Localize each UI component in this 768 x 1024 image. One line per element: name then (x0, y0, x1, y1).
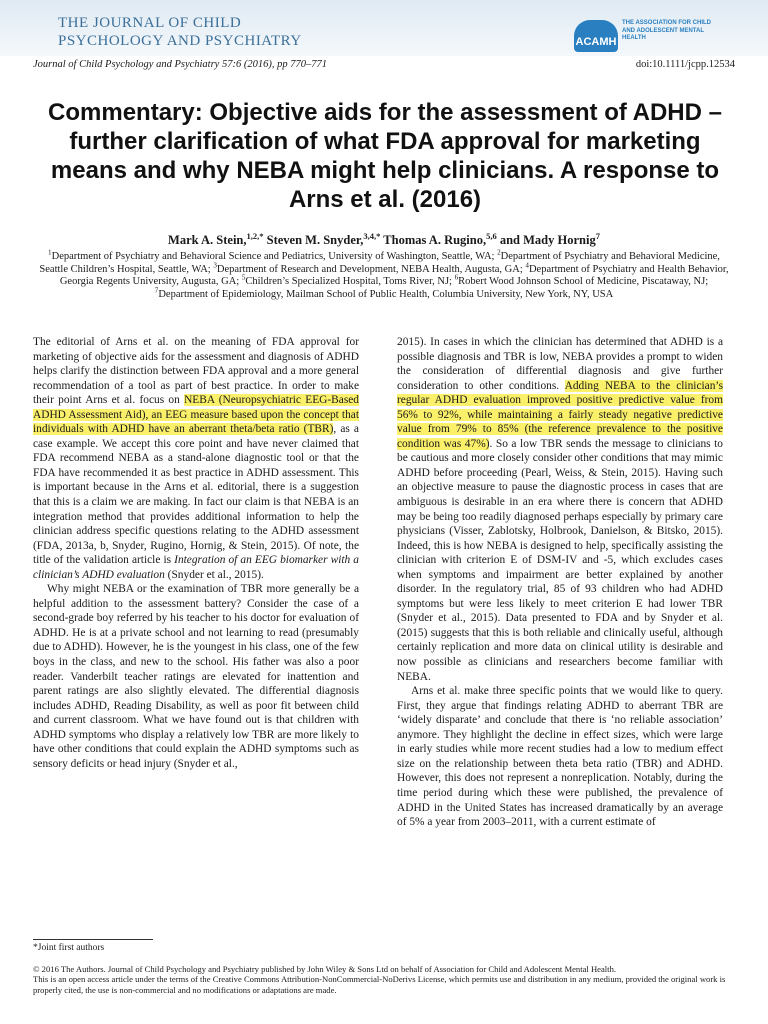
affiliation: Department of Psychiatry and Health Behavior, Georgia Regents University, Augusta, GA; (59, 263, 729, 287)
affiliation: Children’s Specialized Hospital, Toms River, NJ; (245, 276, 455, 287)
affil-sup: 2 (497, 248, 501, 257)
body-text: (Snyder et al., 2015). (164, 568, 264, 581)
affil-sup: 5 (241, 273, 246, 282)
body-paragraph: Arns et al. make three specific points that we would like to query. First, they argue that findings relating ADHD to aberrant TBR are ‘widely disparate’ and conclude that there is ‘no reliable association’ anymore. They highlight the decline in effect sizes, which were large in early studies while more recent studies had a low to medium effect size on the relationship between theta beta ratio (TBR) and ADHD. However, this does not represent a nonreplication. Notably, during the time period during which these were published, the prevalence of ADHD in the United States has increased dramatically by an average of 5% a year from 2003–2011, with a current estimate of (397, 685, 723, 829)
citation-line (33, 59, 735, 70)
affil-sup: 1 (48, 248, 52, 257)
affiliations (33, 248, 735, 301)
journal-citation: Journal of Child Psychology and Psychiatry 57:6 (2016), pp 770–771 (33, 59, 327, 70)
article-title-reference: Integration of an EEG biomarker with a clinician’s ADHD evaluation (33, 554, 359, 581)
footnote-divider (33, 939, 153, 940)
body-text: 2015). In cases in which the clinician has determined that ADHD is a possible diagnosis and TBR is low, NEBA provides a prompt to widen the consideration of differential diagnosis and give further consideration to other conditions. (397, 336, 723, 392)
affil-sup: 3 (213, 261, 217, 269)
journal-logo (58, 14, 302, 50)
body-text: . So a low TBR sends the message to clinicians to be cautious and more closely consider other conditions that may mimic ADHD before proceeding (Pearl, Weiss, & Stein, 2015). Having such an objective measure to pause the diagnostic process in cases that are ambiguous is desirable in an era where there is concern that ADHD may be being too readily diagnosed perhaps especially by primary care physicians (Visser, Zablotsky, Holbrook, Danielson, & Bitsko, 2015). Indeed, this is how NEBA is designed to help, specifically assisting the clinician with criterion E of DSM-IV and -5, which excludes cases when symptoms and impairment are better explained by another disorder. In the regulatory trial, 85 of 93 children who had ADHD symptoms but were less likely to meet criterion E had lower TBR (Snyder et al., 2015). Data presented to FDA and by Snyder et al. (2015) suggests that this is both reliable and clinically useful, although certainly replication and more data on clinical utility is desirable and now possible as clinicians and researchers become familiar with NEBA. (397, 437, 723, 683)
affiliation: Department of Research and Development, NEBA Health, Augusta, GA; (216, 263, 526, 275)
body-text: , as a case example. We accept this core point and have never claimed that FDA recommend NEBA as a stand-alone diagnostic tool or that the FDA have recommended it as best practice in ADHD assessment. This is important because in the Arns et al. editorial, there is a suggestion that this is a claim we are making. In fact our claim is that NEBA is an integration method that provides additional information to help the clinician address specific questions relating to the ADHD assessment (FDA, 2013a, b, Snyder, Rugino, Hornig, & Stein, 2015). Of note, the title of the validation article is (33, 423, 359, 567)
acamh-logo: ACAMH (574, 20, 618, 52)
highlighted-text[interactable]: Adding NEBA to the clinician’s regular ADHD evaluation improved positive predictive value from 56% to 92%, while maintaining a fairly steady negative predictive value from 79% to 85% (the reference prevalence to the positive condition was 47%) (397, 379, 724, 450)
journal-logo-line1: THE JOURNAL OF CHILD (58, 15, 242, 31)
affiliation: Department of Psychiatry and Behavioral Medicine, Seattle Children’s Hospital, Seattle, WA; (39, 251, 720, 275)
author-affil-sup: 3,4,* (363, 230, 381, 241)
footnote: *Joint first authors (33, 943, 105, 953)
author-affil-sup: 7 (595, 230, 600, 241)
body-paragraph (397, 335, 723, 684)
journal-logo-line2: PSYCHOLOGY AND PSYCHIATRY (58, 33, 302, 49)
affil-sup: 6 (454, 273, 459, 282)
body-column-right (397, 335, 723, 830)
author: Thomas A. Rugino, (380, 233, 487, 247)
author: and Mady Hornig (496, 233, 596, 247)
body-text: The editorial of Arns et al. on the meaning of FDA approval for marketing of objective aids for the assessment and diagnosis of ADHD helps clarify the distinction between FDA approval and a more general recommendation of a tool as part of best practice. In order to make their point Arns et al. focus on (33, 336, 359, 407)
body-paragraph: Why might NEBA or the examination of TBR more generally be a helpful addition to the assessment battery? Consider the case of a second-grade boy referred by his teacher to his doctor for evaluation of ADHD. He is at a private school and not learning to read (presumably due to ADHD). However, he is the youngest in his class, one of the few boys in the class, and new to the school. His father was also a poor reader. Vanderbilt teacher ratings are elevated for inattention and parent ratings are also slightly elevated. The differential diagnosis includes ADHD, Reading Disability, as well as poor fit between child and current classroom. What we have found out is that children with ADHD symptoms who display a relatively low TBR are more likely to have other conditions that could explain the ADHD symptoms such as sensory deficits or head injury (Snyder et al., (33, 583, 359, 770)
open-access-line: This is an open access article under the terms of the Creative Commons Attribution-NonCommercial-NoDerivs License, which permits use and distribution in any medium, provided the original work is properly cited, the use is non-commercial and no modifications or adaptations are made. (33, 974, 726, 995)
highlighted-text[interactable]: NEBA (Neuropsychiatric EEG-Based ADHD Assessment Aid), an EEG measure based upon the concept that individuals with ADHD have an aberrant theta/beta ratio (TBR) (33, 394, 360, 436)
author-list (33, 230, 735, 248)
author-affil-sup: 1,2,* (246, 230, 264, 241)
copyright-line: © 2016 The Authors. Journal of Child Psychology and Psychiatry published by John Wiley & Sons Ltd on behalf of Association for Child and Adolescent Mental Health. (33, 964, 617, 974)
body-column-left (33, 335, 359, 771)
affil-sup: 7 (154, 286, 159, 294)
affil-sup: 4 (525, 261, 529, 269)
affiliation: Robert Wood Johnson School of Medicine, Piscataway, NJ; (458, 276, 709, 287)
article-title: Commentary: Objective aids for the assessment of ADHD – further clarification of what FDA approval for marketing means and why NEBA might help clinicians. A response to Arns et al. (2016) (48, 99, 722, 213)
body-paragraph (33, 335, 359, 582)
affiliation: Department of Epidemiology, Mailman School of Public Health, Columbia University, New York, NY, USA (158, 288, 614, 300)
doi[interactable]: doi:10.1111/jcpp.12534 (635, 59, 735, 70)
author: Mark A. Stein, (168, 233, 247, 247)
acamh-name: THE ASSOCIATION FOR CHILD AND ADOLESCENT MENTAL HEALTH (622, 20, 711, 41)
license-notice (33, 964, 735, 995)
author: Steven M. Snyder, (263, 233, 364, 247)
author-affil-sup: 5,6 (486, 230, 497, 241)
affiliation: Department of Psychiatry and Behavioral Science and Pediatrics, University of Washington, Seattle, WA; (51, 251, 498, 262)
